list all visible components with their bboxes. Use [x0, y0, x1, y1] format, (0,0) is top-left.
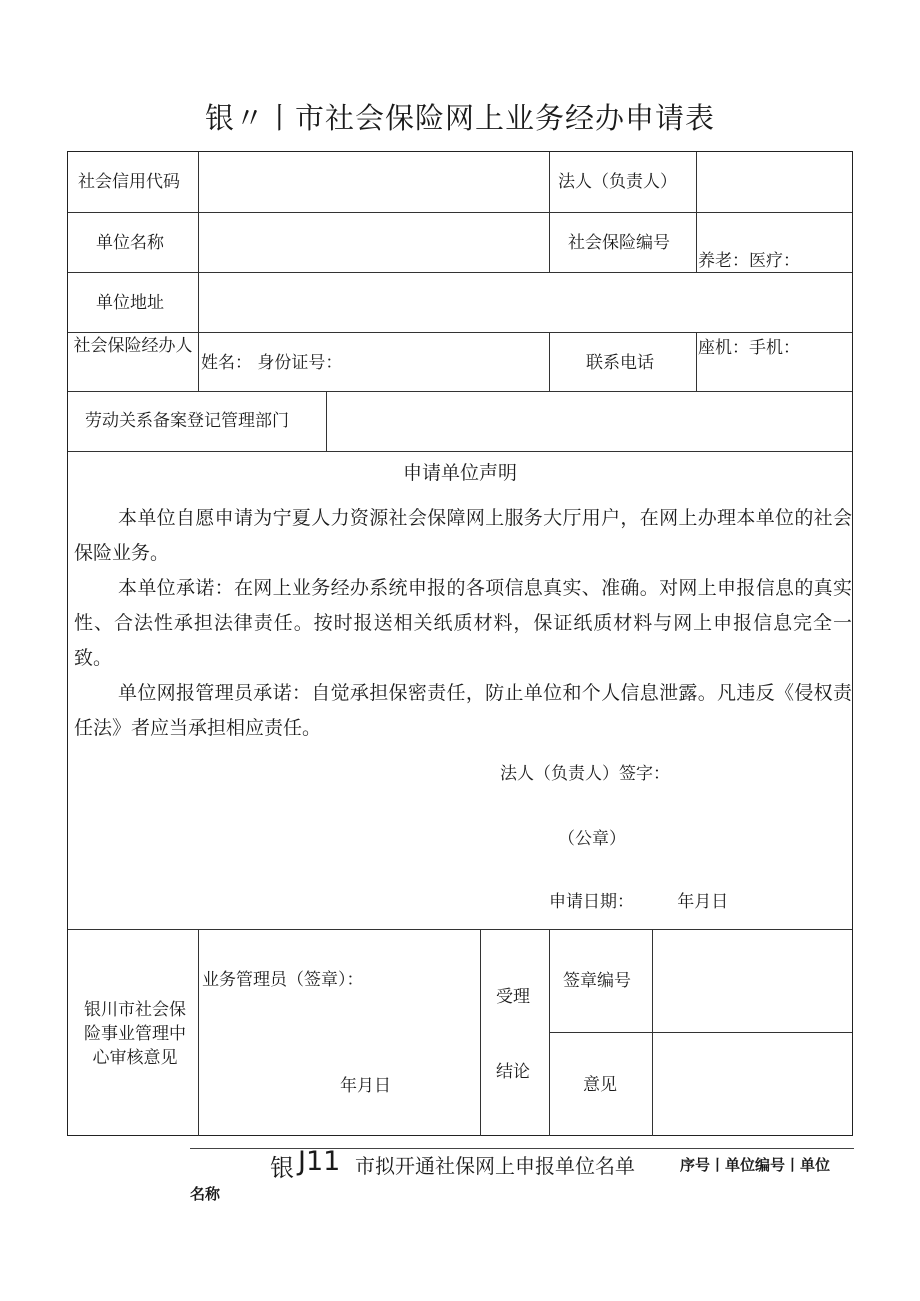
opinion-field[interactable] — [653, 1033, 851, 1135]
declaration-paragraph-3: 单位网报管理员承诺：自觉承担保密责任，防止单位和个人信息泄露。凡违反《侵权责任法》者应当承担相应责任。 — [74, 682, 852, 739]
seal-number-label: 签章编号 — [563, 971, 631, 991]
phone-label: 联系电话 — [586, 353, 654, 373]
ss-number-sublabel: 养老：医疗： — [698, 251, 800, 271]
application-form — [67, 151, 853, 1136]
address-label: 单位地址 — [96, 293, 164, 313]
dept-label: 劳动关系备案登记管理部门 — [85, 411, 289, 431]
manager-signature-label: 业务管理员（签章）： — [202, 970, 364, 990]
accept-label: 受理 — [496, 987, 530, 1007]
agent-label: 社会保险经办人 — [73, 336, 193, 356]
footer-columns: 序号丨单位编号丨单位 — [680, 1156, 831, 1174]
review-center-label: 银川市社会保险事业管理中心审核意见 — [84, 1000, 186, 1068]
seal-label: （公章） — [558, 829, 626, 849]
legal-person-field[interactable] — [697, 153, 851, 211]
unit-name-label: 单位名称 — [96, 233, 164, 253]
footer-code: J11 — [298, 1146, 341, 1177]
agent-name-id-label: 姓名： 身份证号： — [201, 353, 343, 373]
page-title: 银〃丨市社会保险网上业务经办申请表 — [204, 101, 715, 135]
address-field[interactable] — [199, 273, 851, 331]
credit-code-field[interactable] — [199, 153, 548, 211]
unit-name-field[interactable] — [199, 213, 548, 271]
footer-columns-cont: 名称 — [190, 1185, 221, 1203]
manager-date: 年月日 — [340, 1076, 391, 1096]
application-date: 申请日期： 年月日 — [549, 892, 729, 912]
credit-code-label: 社会信用代码 — [78, 172, 180, 192]
seal-number-field[interactable] — [653, 930, 851, 1031]
phone-sublabel: 座机：手机： — [698, 338, 800, 358]
declaration-paragraph-2: 本单位承诺：在网上业务经办系统申报的各项信息真实、准确。对网上申报信息的真实性、合法性承担法律责任。按时报送相关纸质材料，保证纸质材料与网上申报信息完全一致。 — [74, 577, 852, 669]
dept-field[interactable] — [327, 392, 851, 450]
ss-number-label: 社会保险编号 — [568, 233, 670, 253]
declaration-paragraph-1: 本单位自愿申请为宁夏人力资源社会保障网上服务大厅用户，在网上办理本单位的社会保险业务。 — [74, 507, 852, 564]
conclusion-label: 结论 — [496, 1062, 530, 1082]
opinion-label: 意见 — [583, 1075, 617, 1095]
legal-person-label: 法人（负责人） — [558, 172, 677, 192]
footer-char: 银 — [270, 1154, 294, 1182]
footer-title: 市拟开通社保网上申报单位名单 — [355, 1154, 635, 1178]
declaration-heading: 申请单位声明 — [402, 462, 517, 484]
signature-label: 法人（负责人）签字： — [500, 764, 670, 784]
